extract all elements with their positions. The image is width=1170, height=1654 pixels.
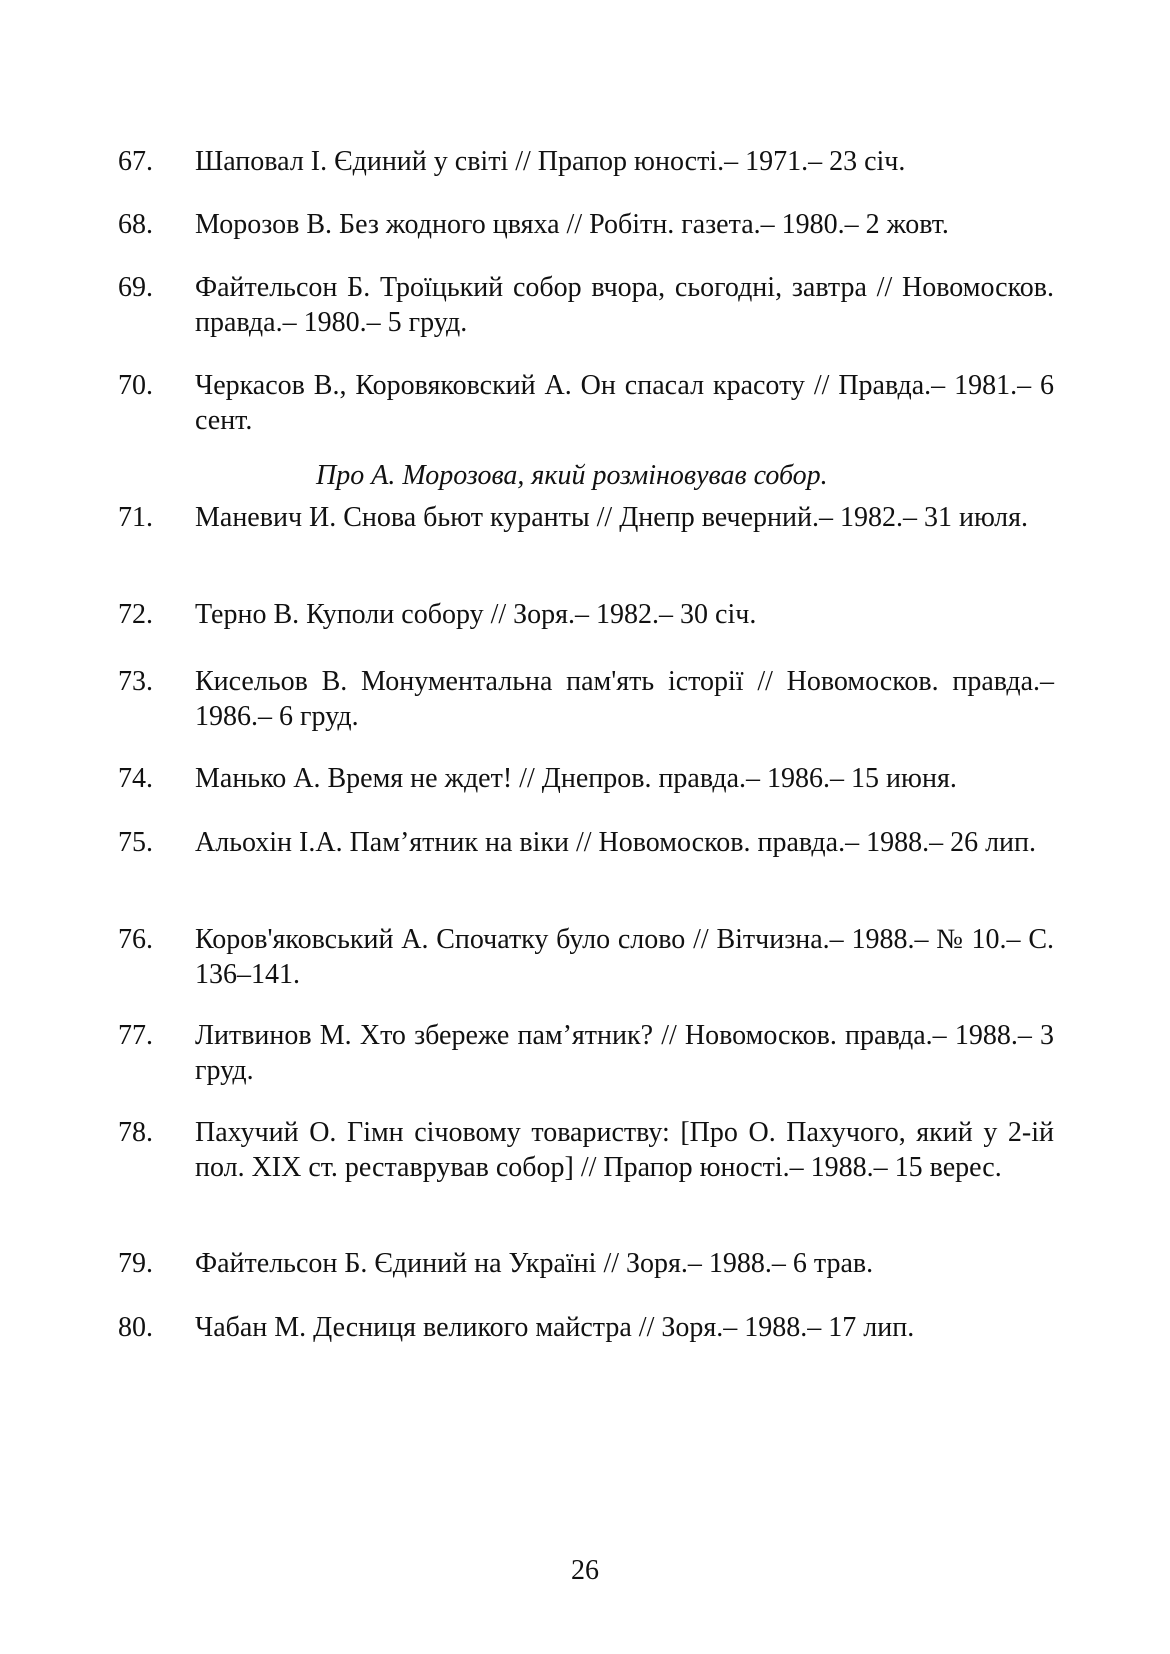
entry-number: 67. xyxy=(118,146,153,177)
entry-number: 77. xyxy=(118,1020,153,1051)
bibliography-entry xyxy=(118,1246,1054,1281)
entry-annotation: Про А. Морозова, який розміновував собор. xyxy=(316,460,828,491)
entry-number: 70. xyxy=(118,370,153,401)
entry-text: Коров'яковський А. Спочатку було слово // Вітчизна.– 1988.– № 10.– С. 136–141. xyxy=(195,924,1054,990)
entry-number: 80. xyxy=(118,1312,153,1343)
entry-text: Шаповал І. Єдиний у світі // Прапор юності.– 1971.– 23 січ. xyxy=(195,146,906,177)
entry-number: 72. xyxy=(118,599,153,630)
bibliography-entry xyxy=(118,825,1054,860)
bibliography-entry xyxy=(118,500,1054,535)
bibliography-entry xyxy=(118,368,1054,438)
bibliography-entry xyxy=(118,1115,1054,1185)
entry-text: Кисельов В. Монументальна пам'ять історії // Новомосков. правда.– 1986.– 6 груд. xyxy=(195,666,1054,732)
bibliography-entry xyxy=(118,597,1054,632)
bibliography-entry xyxy=(118,761,1054,796)
entry-text: Файтельсон Б. Троїцький собор вчора, сьогодні, завтра // Новомосков. правда.– 1980.– 5 груд. xyxy=(195,272,1054,338)
entry-number: 71. xyxy=(118,502,153,533)
bibliography-entry xyxy=(118,1018,1054,1088)
entry-text: Черкасов В., Коровяковский А. Он спасал красоту // Правда.– 1981.– 6 сент. xyxy=(195,370,1054,436)
entry-number: 79. xyxy=(118,1248,153,1279)
bibliography-entry xyxy=(118,270,1054,340)
entry-text: Морозов В. Без жодного цвяха // Робітн. газета.– 1980.– 2 жовт. xyxy=(195,209,949,240)
bibliography-entry xyxy=(118,664,1054,734)
bibliography-entry xyxy=(118,207,1054,242)
entry-text: Альохін І.А. Пам’ятник на віки // Новомосков. правда.– 1988.– 26 лип. xyxy=(195,827,1037,858)
entry-text: Файтельсон Б. Єдиний на Україні // Зоря.– 1988.– 6 трав. xyxy=(195,1248,874,1279)
entry-text: Литвинов М. Хто збереже пам’ятник? // Новомосков. правда.– 1988.– 3 груд. xyxy=(195,1020,1054,1086)
entry-number: 69. xyxy=(118,272,153,303)
entry-text: Пахучий О. Гімн січовому товариству: [Про О. Пахучого, який у 2-ій пол. ХІХ ст. реставрував собор] // Прапор юності.– 1988.– 15 верес. xyxy=(195,1117,1054,1183)
page-number: 26 xyxy=(571,1555,599,1586)
entry-number: 73. xyxy=(118,666,153,697)
entry-text: Маневич И. Снова бьют куранты // Днепр вечерний.– 1982.– 31 июля. xyxy=(195,502,1029,533)
entry-number: 78. xyxy=(118,1117,153,1148)
entry-text: Манько А. Время не ждет! // Днепров. правда.– 1986.– 15 июня. xyxy=(195,763,957,794)
entry-number: 68. xyxy=(118,209,153,240)
bibliography-entry xyxy=(118,1310,1054,1345)
entry-text: Терно В. Куполи собору // Зоря.– 1982.– 30 січ. xyxy=(195,599,757,630)
entry-text: Чабан М. Десниця великого майстра // Зоря.– 1988.– 17 лип. xyxy=(195,1312,915,1343)
entry-number: 74. xyxy=(118,763,153,794)
bibliography-entry xyxy=(118,922,1054,992)
entry-number: 76. xyxy=(118,924,153,955)
bibliography-entry xyxy=(118,144,1054,179)
entry-number: 75. xyxy=(118,827,153,858)
